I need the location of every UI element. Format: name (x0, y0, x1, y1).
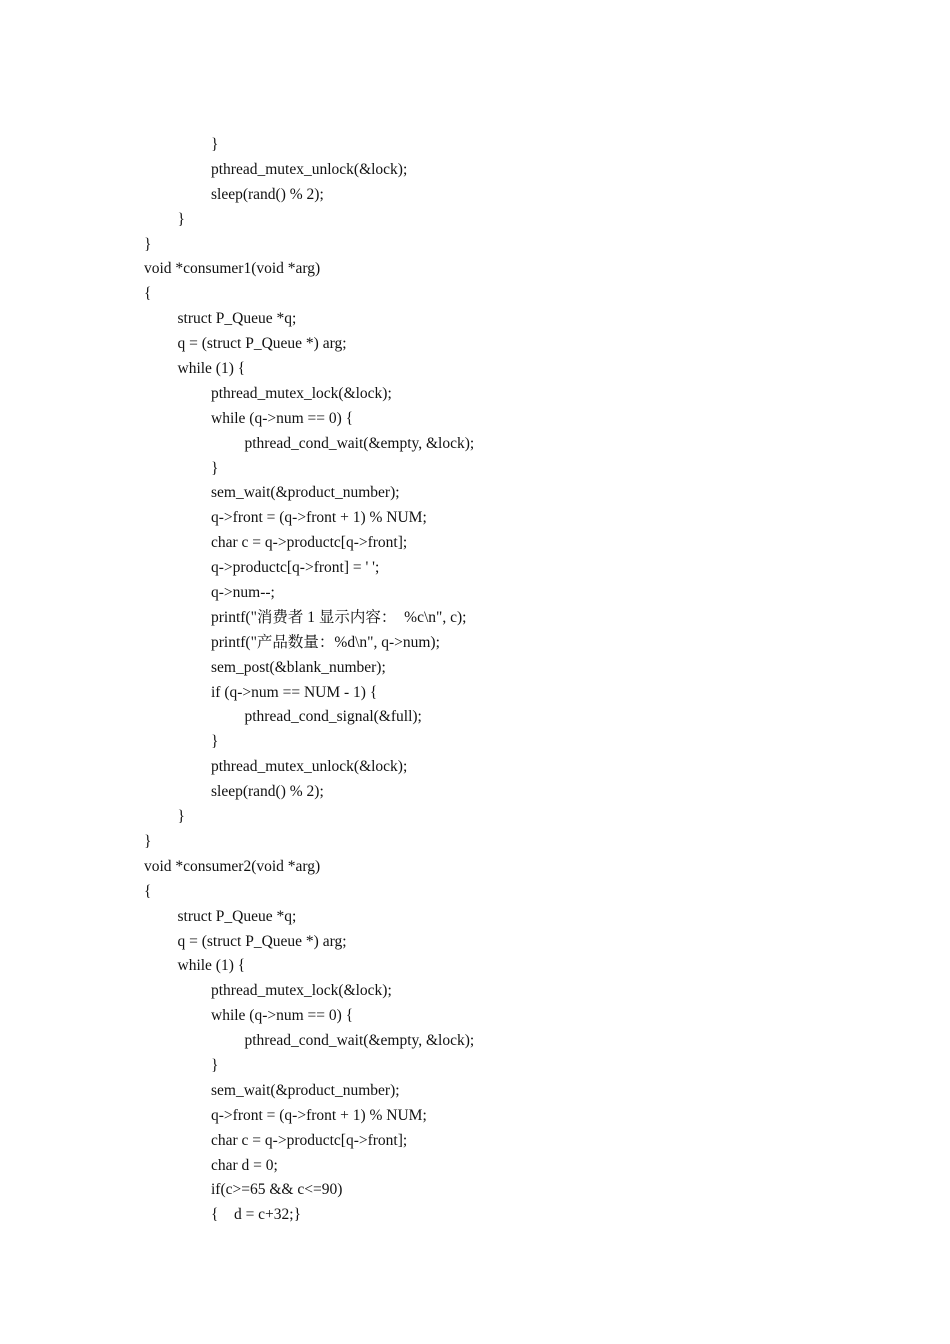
code-line: struct P_Queue *q; (177, 907, 297, 925)
code-line: void *consumer1(void *arg) (144, 260, 321, 278)
code-line: printf("消费者 1 显示内容： %c\n", c); (211, 608, 467, 626)
code-line: pthread_mutex_unlock(&lock); (211, 758, 408, 776)
code-line: q->productc[q->front] = ' '; (211, 559, 380, 577)
code-line: pthread_cond_wait(&empty, &lock); (244, 434, 475, 452)
code-line: } (211, 733, 219, 751)
code-line: sem_post(&blank_number); (211, 658, 386, 676)
code-line: pthread_mutex_unlock(&lock); (211, 160, 408, 178)
code-line: if(c>=65 && c<=90) (211, 1181, 343, 1199)
code-line: q->num--; (211, 584, 275, 602)
code-line: printf("产品数量：%d\n", q->num); (211, 633, 440, 651)
code-line: char c = q->productc[q->front]; (211, 534, 408, 552)
code-line: pthread_cond_wait(&empty, &lock); (244, 1032, 475, 1050)
code-line: q->front = (q->front + 1) % NUM; (211, 509, 427, 527)
code-line: } (144, 235, 152, 253)
code-line: char c = q->productc[q->front]; (211, 1131, 408, 1149)
code-line: q->front = (q->front + 1) % NUM; (211, 1106, 427, 1124)
code-line: } (211, 459, 219, 477)
code-line: pthread_mutex_lock(&lock); (211, 982, 392, 1000)
code-line: while (q->num == 0) { (211, 1007, 354, 1025)
code-line: void *consumer2(void *arg) (144, 857, 321, 875)
code-line: } (211, 1056, 219, 1074)
code-line: struct P_Queue *q; (177, 310, 297, 328)
code-line: { (144, 285, 152, 303)
code-line: } (177, 210, 185, 228)
code-line: } (144, 832, 152, 850)
code-line: { d = c+32;} (211, 1206, 302, 1224)
code-line: sleep(rand() % 2); (211, 185, 324, 203)
code-line: q = (struct P_Queue *) arg; (177, 932, 347, 950)
code-line: sem_wait(&product_number); (211, 484, 400, 502)
code-line: pthread_mutex_lock(&lock); (211, 384, 392, 402)
code-line: while (1) { (177, 360, 246, 378)
code-line: char d = 0; (211, 1156, 278, 1174)
code-line: while (q->num == 0) { (211, 409, 354, 427)
code-line: sem_wait(&product_number); (211, 1081, 400, 1099)
code-line: sleep(rand() % 2); (211, 783, 324, 801)
code-line: if (q->num == NUM - 1) { (211, 683, 378, 701)
code-listing (144, 133, 474, 1228)
code-line: } (177, 808, 185, 826)
code-line: pthread_cond_signal(&full); (244, 708, 422, 726)
code-line: q = (struct P_Queue *) arg; (177, 335, 347, 353)
code-line: while (1) { (177, 957, 246, 975)
code-line: { (144, 882, 152, 900)
code-line: } (211, 136, 219, 153)
